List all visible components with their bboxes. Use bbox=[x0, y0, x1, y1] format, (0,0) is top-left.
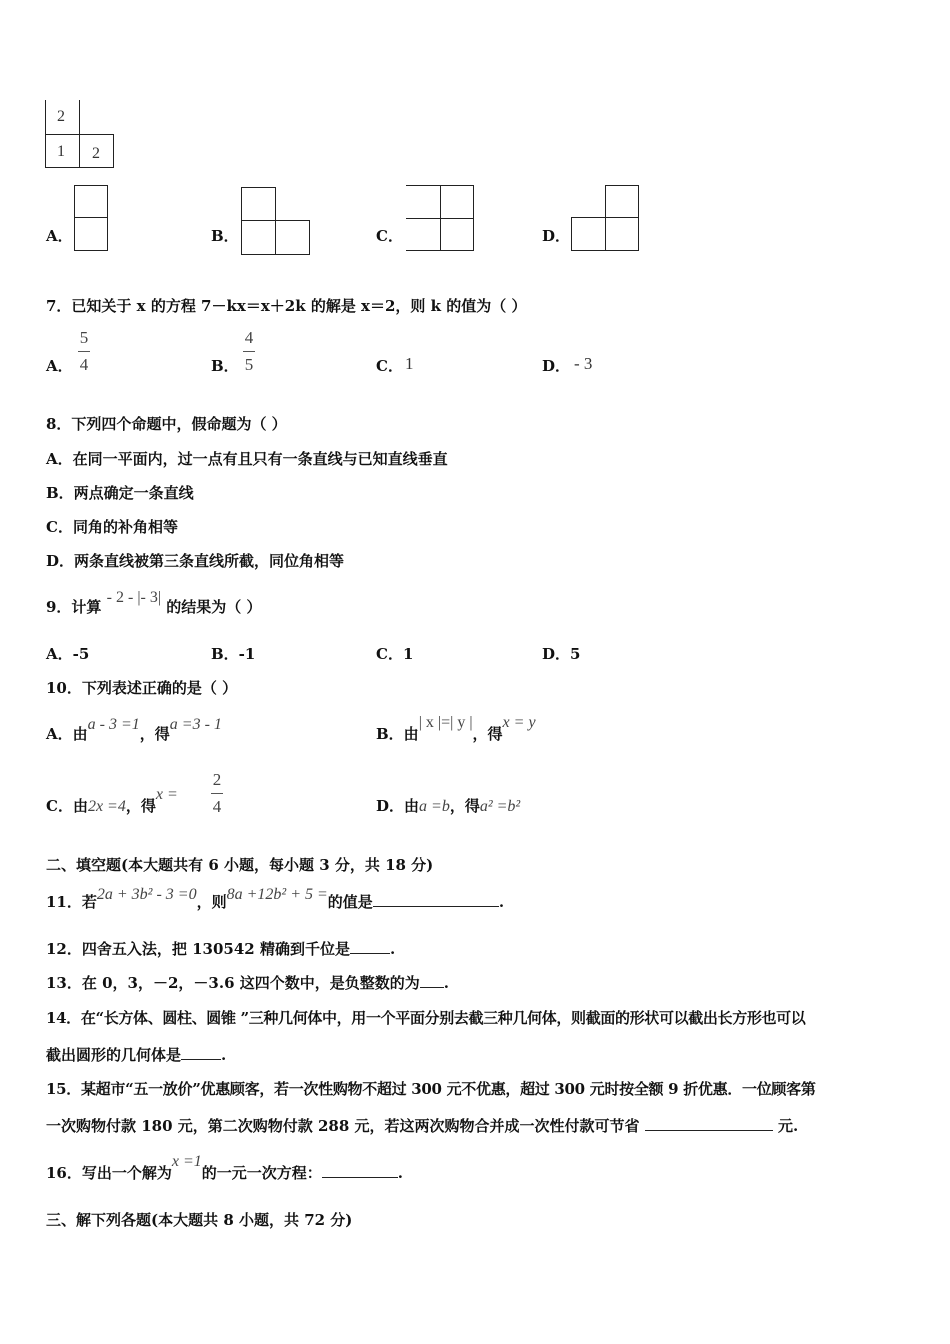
q6-option-a-label: A． bbox=[46, 227, 73, 245]
q11: 11．若2a + 3b² - 3 =0，则8a +12b² + 5 =的值是 . bbox=[46, 886, 505, 911]
q10-option-d: D．由a =b，得a² =b² bbox=[376, 797, 521, 815]
q11-answer-blank[interactable] bbox=[373, 892, 499, 907]
fig-line-bottom bbox=[45, 167, 114, 168]
q9-option-a: A．-5 bbox=[46, 645, 90, 663]
q10-option-a: A．由a - 3 =1，得a =3 - 1 bbox=[46, 716, 222, 743]
q9-option-b: B．-1 bbox=[211, 645, 256, 663]
section-2-heading: 二、填空题(本大题共有 6 小题，每小题 3 分，共 18 分) bbox=[46, 856, 434, 874]
q7-stem: 7．已知关于 x 的方程 7－kx＝x＋2k 的解是 x＝2，则 k 的值为（ ） bbox=[46, 297, 527, 315]
section-3-heading: 三、解下列各题(本大题共 8 小题，共 72 分) bbox=[46, 1211, 353, 1229]
q8-stem: 8．下列四个命题中，假命题为（ ） bbox=[46, 415, 287, 433]
fig-cell-top: 2 bbox=[57, 108, 65, 125]
q15-answer-blank[interactable] bbox=[645, 1116, 773, 1131]
q14-answer-blank[interactable] bbox=[181, 1045, 221, 1060]
q6-option-d-label: D． bbox=[542, 227, 571, 245]
q15-line-2: 一次购物付款 180 元，第二次购物付款 288 元，若这两次购物合并成一次性付款可节省 元. bbox=[46, 1117, 799, 1135]
q9-option-d: D．5 bbox=[542, 645, 581, 663]
q8-option-a: A．在同一平面内，过一点有且只有一条直线与已知直线垂直 bbox=[46, 450, 448, 468]
q16: 16．写出一个解为x =1的一元一次方程： . bbox=[46, 1153, 404, 1182]
q6-option-c-label: C． bbox=[376, 227, 403, 245]
q7-option-c-label: C． bbox=[376, 357, 403, 375]
q15-line-1: 15．某超市“五一放价”优惠顾客，若一次性购物不超过 300 元不优惠，超过 300 元时按全额 9 折优惠．一位顾客第 bbox=[46, 1080, 816, 1098]
q9-stem: 9．计算 - 2 - |- 3| 的结果为（ ） bbox=[46, 589, 262, 616]
q9-option-c: C．1 bbox=[376, 645, 414, 663]
q10-stem: 10．下列表述正确的是（ ） bbox=[46, 679, 238, 697]
q8-option-c: C．同角的补角相等 bbox=[46, 518, 178, 536]
q10-option-c: C．由2x =4，得x = bbox=[46, 786, 178, 815]
q16-answer-blank[interactable] bbox=[322, 1163, 398, 1178]
fig-cell-bottom-left: 1 bbox=[57, 143, 65, 160]
q14-line-1: 14．在“长方体、圆柱、圆锥 ”三种几何体中，用一个平面分别去截三种几何体，则截面的形状可以截出长方形也可以 bbox=[46, 1009, 806, 1027]
q13-answer-blank[interactable] bbox=[420, 973, 444, 988]
q10-option-b: B．由| x |=| y |，得x = y bbox=[376, 714, 536, 743]
fig-cell-bottom-right: 2 bbox=[92, 145, 100, 162]
fig-line-right bbox=[113, 134, 114, 168]
q7-option-d-label: D． bbox=[542, 357, 571, 375]
q13: 13．在 0，3，－2，－3.6 这四个数中，是负整数的为 . bbox=[46, 974, 449, 992]
q6-option-b-label: B． bbox=[211, 227, 239, 245]
q7-option-c-value: 1 bbox=[405, 354, 414, 373]
q7-option-b-label: B． bbox=[211, 357, 239, 375]
q14-line-2: 截出圆形的几何体是 . bbox=[46, 1046, 227, 1064]
q12-answer-blank[interactable] bbox=[350, 939, 390, 954]
q8-option-d: D．两条直线被第三条直线所截，同位角相等 bbox=[46, 552, 345, 570]
q9-expression: - 2 - |- 3| bbox=[106, 589, 162, 606]
q12: 12．四舍五入法，把 130542 精确到千位是 . bbox=[46, 940, 396, 958]
q7-option-a-label: A． bbox=[46, 357, 73, 375]
q7-option-d-value: - 3 bbox=[574, 354, 593, 373]
fig-line-hmid bbox=[45, 134, 114, 135]
q8-option-b: B．两点确定一条直线 bbox=[46, 484, 194, 502]
